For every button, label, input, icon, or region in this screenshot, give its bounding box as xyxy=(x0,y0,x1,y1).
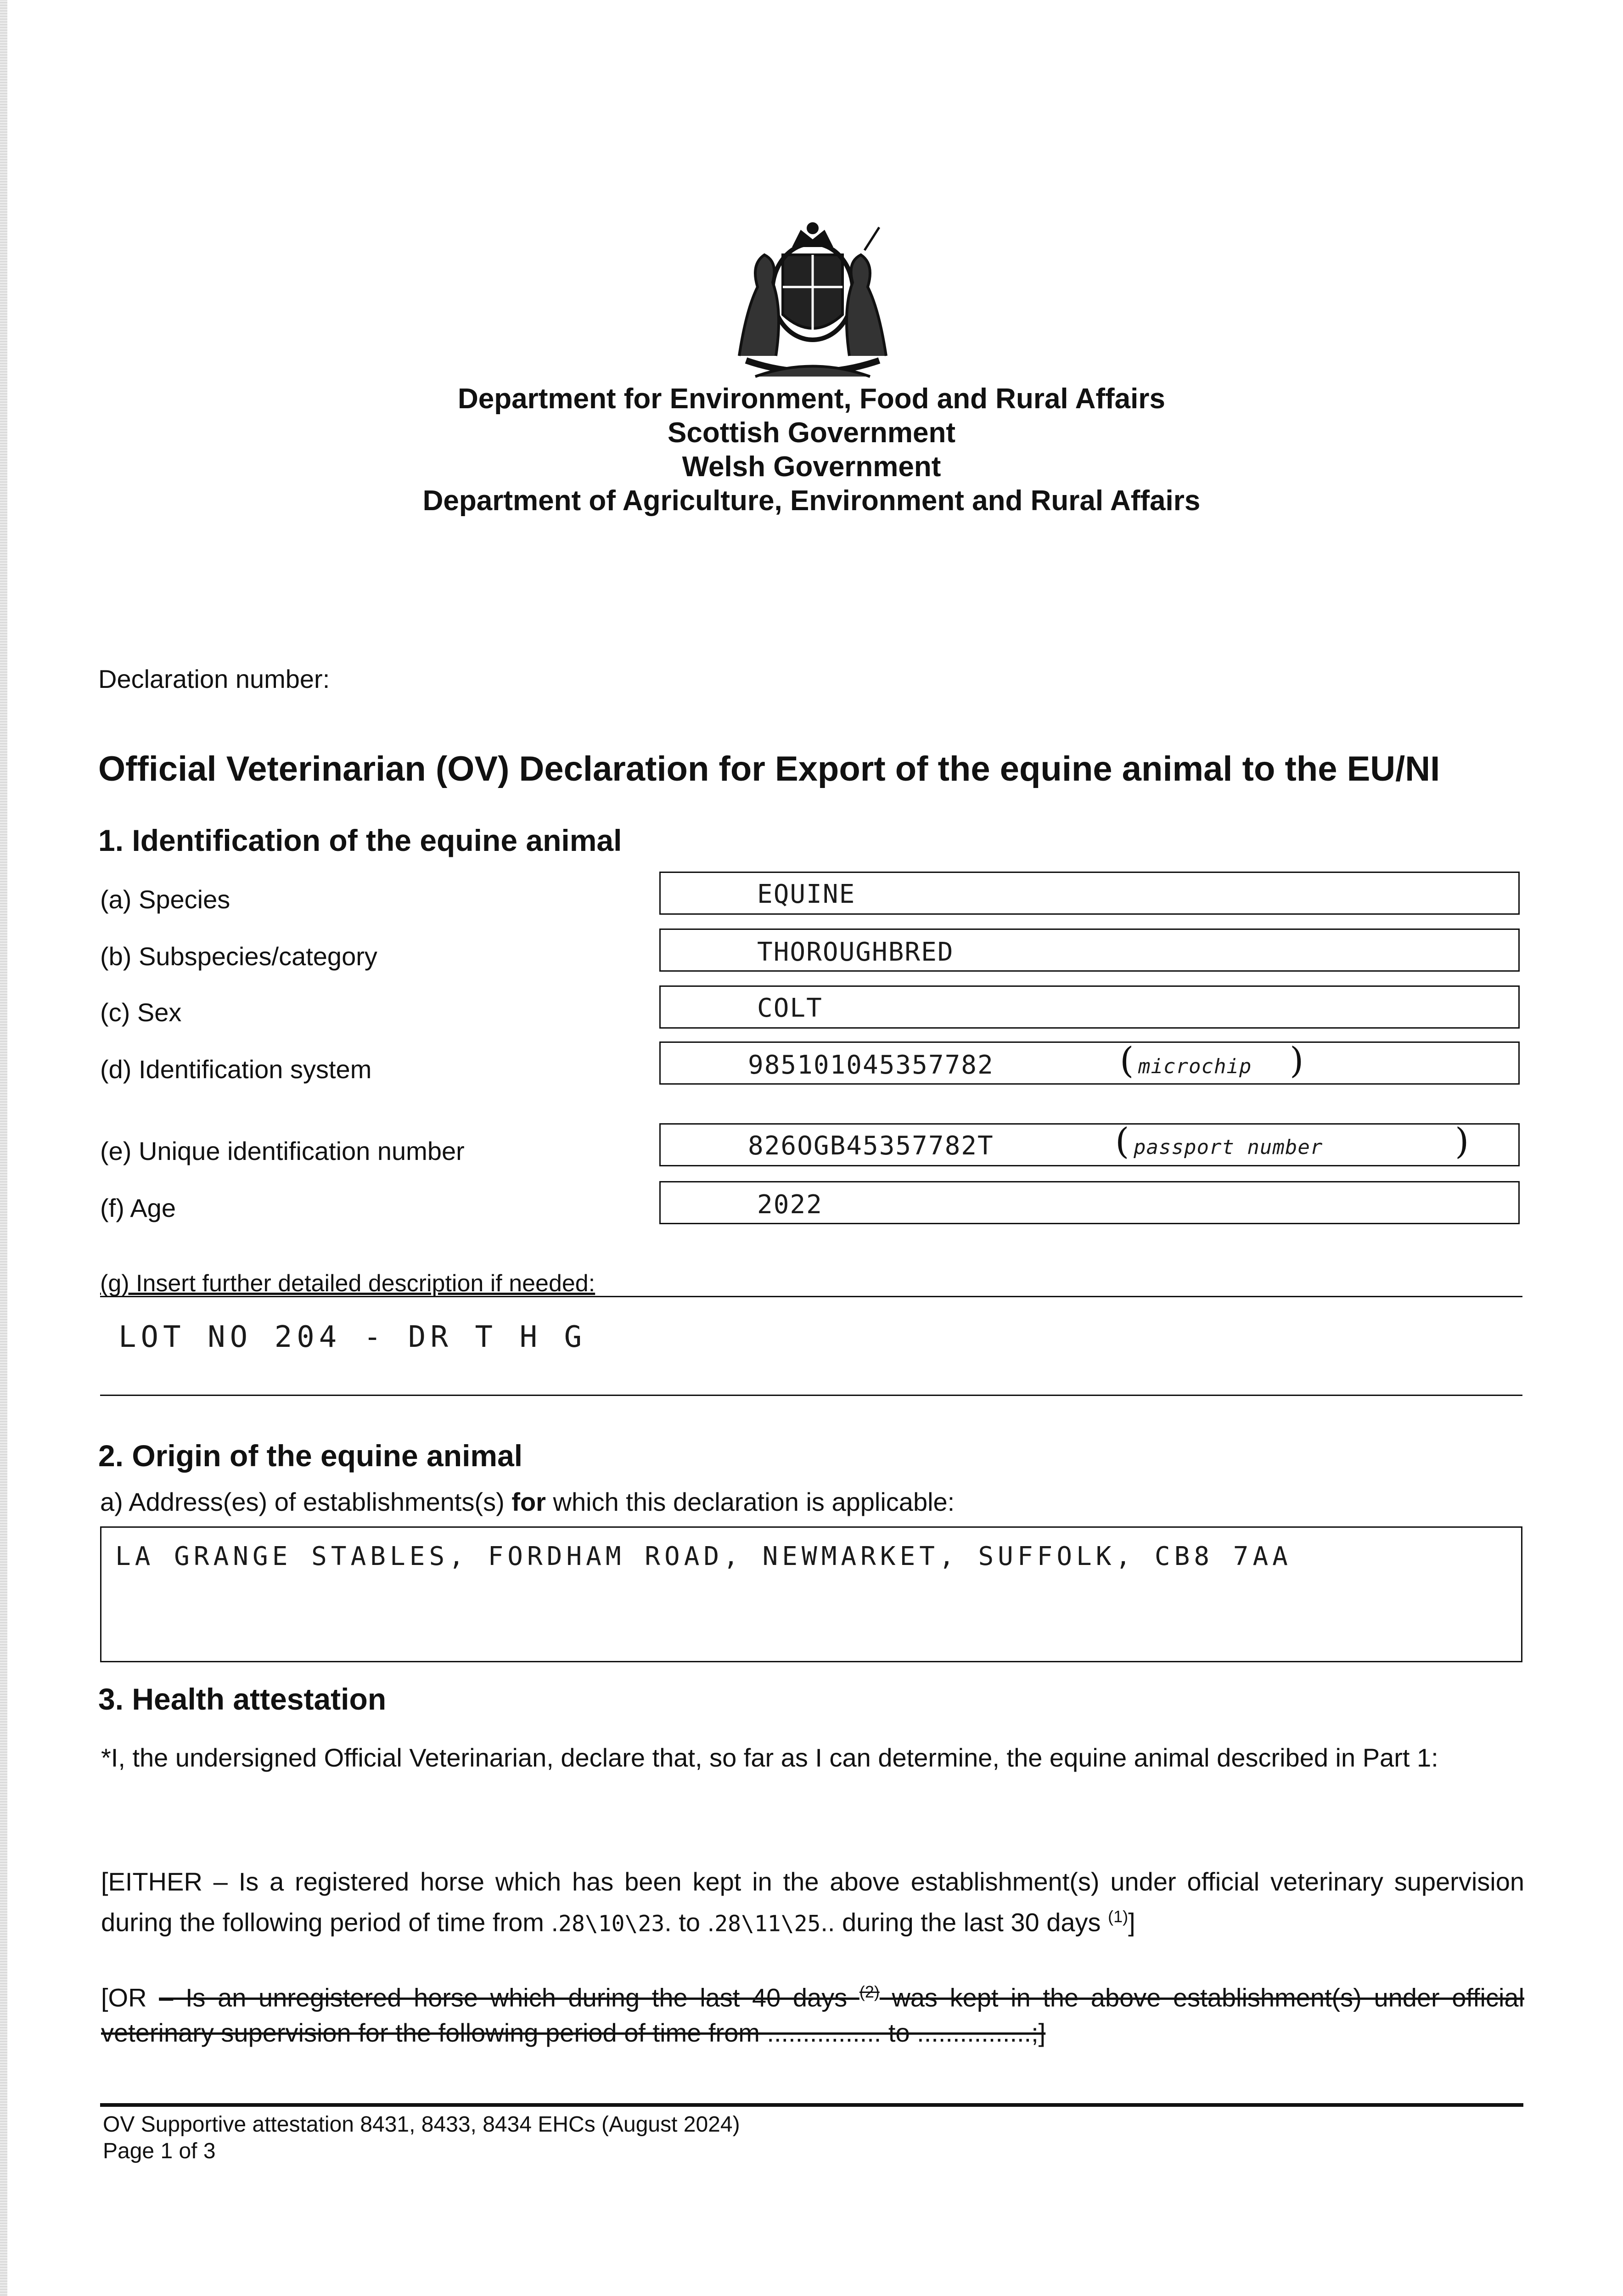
open-paren: ( xyxy=(1120,1040,1134,1081)
department-name: Scottish Government xyxy=(668,417,955,449)
field-label-age: (f) Age xyxy=(100,1193,176,1222)
sex-field[interactable] xyxy=(659,985,1520,1029)
species-field[interactable] xyxy=(659,872,1520,915)
address-field[interactable] xyxy=(100,1526,1522,1662)
health-statement: *I, the undersigned Official Veterinarian, declare that, so far as I can determine, the equine animal described in Part 1: xyxy=(101,1743,1438,1772)
sex-value: COLT xyxy=(757,993,823,1023)
section-heading: 3. Health attestation xyxy=(98,1682,387,1716)
age-value: 2022 xyxy=(757,1190,823,1220)
further-description-field[interactable] xyxy=(100,1296,1522,1396)
footer-page-number: Page 1 of 3 xyxy=(103,2139,216,2163)
close-paren: ) xyxy=(1290,1040,1304,1081)
footnote-ref: (1) xyxy=(1108,1907,1129,1926)
address-intro-post: which this declaration is applicable: xyxy=(545,1487,955,1516)
footnote-ref: (2) xyxy=(859,1982,880,2001)
department-name: Welsh Government xyxy=(682,451,941,483)
unique-id-note: passport number xyxy=(1134,1136,1323,1159)
subspecies-value: THOROUGHBRED xyxy=(757,937,954,967)
age-field[interactable] xyxy=(659,1181,1520,1224)
declaration-number-label: Declaration number: xyxy=(98,664,330,693)
field-label-subspecies: (b) Subspecies/category xyxy=(100,942,377,971)
field-label-species: (a) Species xyxy=(100,885,230,914)
page-title: Official Veterinarian (OV) Declaration for Export of the equine animal to the EU/NI xyxy=(98,749,1440,788)
department-name: Department of Agriculture, Environment and Rural Affairs xyxy=(422,485,1201,517)
department-name: Department for Environment, Food and Rural Affairs xyxy=(458,383,1165,415)
unique-id-value: 826OGB45357782T xyxy=(748,1131,994,1161)
or-clause xyxy=(101,1975,1524,2050)
subspecies-field[interactable] xyxy=(659,929,1520,972)
address-intro xyxy=(100,1487,955,1517)
further-description-label: (g) Insert further detailed description if needed: xyxy=(100,1270,595,1297)
field-label-unique-id: (e) Unique identification number xyxy=(100,1137,465,1165)
open-paren: ( xyxy=(1115,1121,1129,1162)
royal-coat-of-arms-icon xyxy=(719,218,907,388)
either-post: .. during the last 30 days xyxy=(820,1908,1108,1937)
address-value: LA GRANGE STABLES, FORDHAM ROAD, NEWMARKET, SUFFOLK, CB8 7AA xyxy=(115,1542,1292,1571)
or-struck-text-2: was kept in the above establishment(s) under official veterinary supervision for the following period of time from ................ to ................;] xyxy=(101,1983,1525,2047)
section-heading: 2. Origin of the equine animal xyxy=(98,1439,523,1473)
or-struck-text: – Is an unregistered horse which during the last 40 days xyxy=(159,1983,859,2012)
field-label-sex: (c) Sex xyxy=(100,998,182,1027)
scan-edge xyxy=(0,0,7,2296)
address-intro-bold: for xyxy=(511,1487,546,1516)
footer-attestation: OV Supportive attestation 8431, 8433, 8434 EHCs (August 2024) xyxy=(103,2112,740,2137)
either-mid: . to . xyxy=(664,1908,715,1937)
field-label-identification-system: (d) Identification system xyxy=(100,1055,372,1084)
address-intro-pre: a) Address(es) of establishments(s) xyxy=(100,1487,512,1516)
identification-system-note: microchip xyxy=(1138,1055,1252,1078)
date-to[interactable]: 28\11\25 xyxy=(714,1911,821,1937)
date-from[interactable]: 28\10\23 xyxy=(558,1911,665,1937)
species-value: EQUINE xyxy=(757,879,856,909)
footer-divider xyxy=(100,2103,1523,2107)
further-description-value: LOT NO 204 - DR T H G xyxy=(118,1320,587,1354)
identification-system-field[interactable] xyxy=(659,1041,1520,1085)
section-heading: 1. Identification of the equine animal xyxy=(98,823,622,857)
or-prefix: [OR xyxy=(101,1983,159,2012)
either-clause xyxy=(101,1864,1524,1941)
close-paren: ) xyxy=(1455,1121,1469,1162)
either-text: [EITHER – Is a registered horse which has been kept in the above establishment(s) under official veterinary supervision during the following period of time from . xyxy=(101,1867,1524,1937)
unique-id-field[interactable] xyxy=(659,1123,1520,1166)
identification-system-value: 985101045357782 xyxy=(748,1050,994,1080)
either-end: ] xyxy=(1128,1908,1135,1937)
